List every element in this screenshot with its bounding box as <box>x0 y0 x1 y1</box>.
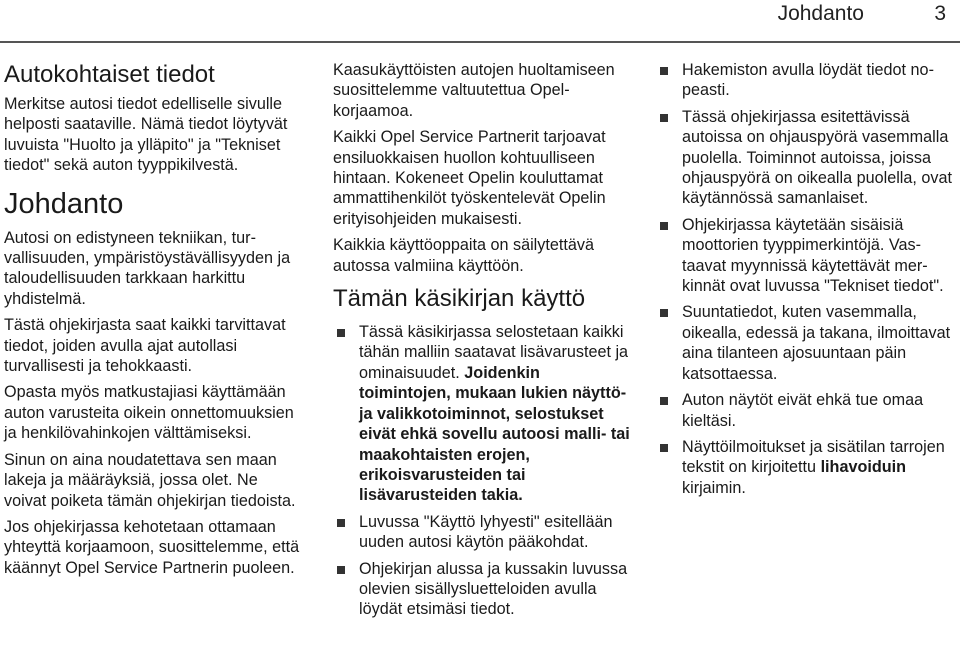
notes-bullet-list <box>656 60 956 498</box>
bullet-text-end: kirjaimin. <box>682 478 746 497</box>
bullet-square-icon <box>660 67 668 75</box>
paragraph-intro-3: Opasta myös matkustajiasi käyttämään auton varusteita oikein onnettomuuksien ja henkilövahinkojen välttämiseksi. <box>4 383 294 443</box>
heading-vehicle-data: Autokohtaiset tiedot <box>4 61 215 88</box>
bullet-text: Tässä käsikirjassa selostetaan kaikki tähän malliin saatavat lisävarusteet ja ominaisuudet. <box>359 323 629 382</box>
bullet-text: Tässä ohjekirjassa esitettävissä autoissa on ohjauspyörä vasemmalla puolella. Toiminnot autoissa, joissa ohjauspyörä on oikealla puolella, ovat käytännössä samanlaiset. <box>682 107 952 208</box>
bullet-square-icon <box>660 444 668 452</box>
bullet-text: Ohjekirjassa käytetään sisäisiä moottorien tyyppimerkintöjä. Vastaavat myynnissä käytettävät merkinnät ovat luvussa "Tekniset tiedot". <box>682 215 944 296</box>
column-right <box>656 60 956 504</box>
list-item <box>656 60 956 101</box>
bullet-text: Auton näytöt eivät ehkä tue omaa kieltäsi. <box>682 391 924 430</box>
header-title: Johdanto <box>777 2 864 25</box>
bullet-square-icon <box>337 566 345 574</box>
column-middle <box>333 60 631 626</box>
list-item <box>656 437 956 498</box>
bullet-bold-text: Joidenkin toimintojen, mukaan lukien näyttöja valikkotoiminnot, selostukset eivät ehkä sovellu autoosi malli- tai maakohtaisten erojen, erikoisvarusteiden tai lisävarusteiden takia. <box>359 363 630 505</box>
bullet-square-icon <box>660 397 668 405</box>
header-divider <box>0 41 960 43</box>
bullet-square-icon <box>337 519 345 527</box>
bullet-square-icon <box>660 222 668 230</box>
paragraph-intro-4: Sinun on aina noudatettava sen maan lakeja ja määräyksiä, jossa olet. Ne voivat poiketa tämän ohjekirjan tiedoista. <box>4 450 296 510</box>
paragraph-intro-1: Autosi on edistyneen tekniikan, turvallisuuden, ympäristöystävällisyyden ja taloudellisuuden tarkkaan harkittu yhdistelmä. <box>4 228 291 308</box>
list-item <box>656 107 956 209</box>
list-item <box>656 302 956 384</box>
list-item <box>333 512 631 553</box>
bullet-square-icon <box>337 329 345 337</box>
paragraph-gas-vehicles: Kaasukäyttöisten autojen huoltamiseen suosittelemme valtuutettua Opel-korjaamoa. <box>333 61 615 120</box>
bullet-bold-text: lihavoiduin <box>820 458 906 477</box>
list-item <box>333 322 631 506</box>
bullet-text: Ohjekirjan alussa ja kussakin luvussa olevien sisällysluetteloiden avulla löydät etsimäsi tiedot. <box>359 559 628 619</box>
bullet-text: Suuntatiedot, kuten vasemmalla, oikealla, edessä ja takana, ilmoittavat aina tilanteen ajosuuntaan päin katsottaessa. <box>682 303 951 383</box>
bullet-square-icon <box>660 114 668 122</box>
list-item <box>656 215 956 297</box>
bullet-text: Hakemiston avulla löydät tiedot nopeasti. <box>682 61 934 100</box>
bullet-text: Luvussa "Käyttö lyhyesti" esitellään uuden autosi käytön pääkohdat. <box>359 512 613 552</box>
paragraph-service-partners: Kaikki Opel Service Partnerit tarjoavat ensiluokkaisen huollon kohtuulliseen hintaan. Kokeneet Opelin kouluttamat ammattihenkilöt työskentelevät Opelin erityisohjeiden mukaisesti. <box>333 128 606 228</box>
heading-introduction: Johdanto <box>4 187 124 220</box>
bullet-text: Näyttöilmoitukset ja sisätilan tarrojen tekstit on kirjoitettu <box>682 437 945 477</box>
list-item <box>333 559 631 620</box>
list-item <box>656 390 956 431</box>
usage-bullet-list <box>333 322 631 620</box>
bullet-square-icon <box>660 309 668 317</box>
paragraph-vehicle-data: Merkitse autosi tiedot edelliselle sivulle helposti saataville. Nämä tiedot löytyvät luvuista "Huolto ja ylläpito" ja "Tekniset tiedot" sekä auton tyyppikilvestä. <box>4 95 288 175</box>
column-left <box>4 60 302 584</box>
paragraph-intro-5: Jos ohjekirjassa kehotetaan ottamaan yhteyttä korjaamoon, suosittelemme, että käännyt Opel Service Partnerin puoleen. <box>4 517 300 577</box>
page-number: 3 <box>934 2 946 25</box>
heading-manual-usage: Tämän käsikirjan käyttö <box>333 285 586 313</box>
page-header <box>0 0 960 44</box>
paragraph-keep-manuals: Kaikkia käyttöoppaita on säilytettävä autossa valmiina käyttöön. <box>333 236 594 275</box>
paragraph-intro-2: Tästä ohjekirjasta saat kaikki tarvittavat tiedot, joiden avulla ajat autollasi turvallisesti ja tehokkaasti. <box>4 316 286 376</box>
